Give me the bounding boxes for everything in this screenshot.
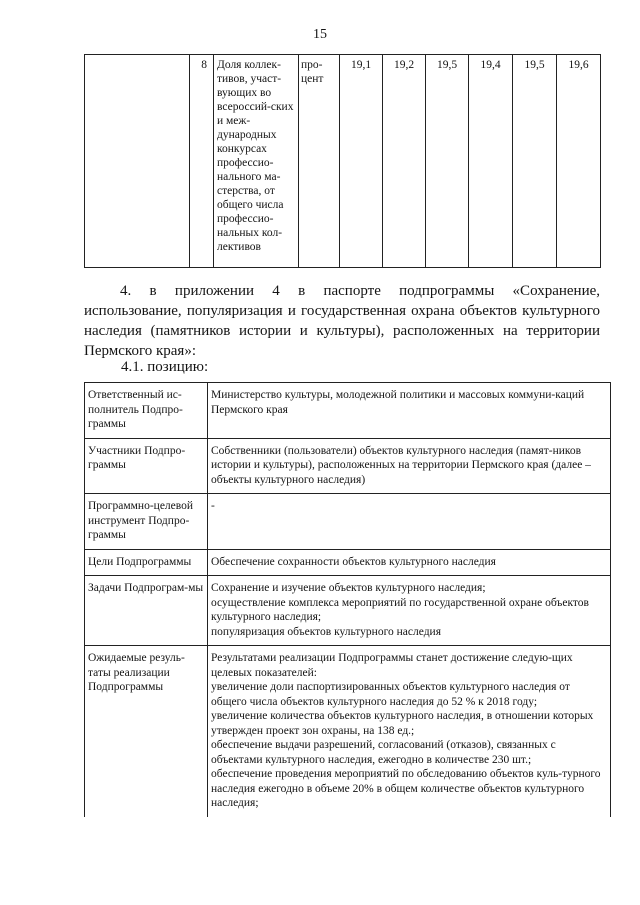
row-label: Ожидаемые резуль-таты реализации Подпрограммы	[85, 646, 208, 817]
row-label: Участники Подпро-граммы	[85, 438, 208, 494]
value-cell: 19,6	[557, 55, 601, 268]
value-cell: 19,5	[513, 55, 557, 268]
page-number: 15	[313, 27, 327, 42]
unit-cell: про-цент	[299, 55, 340, 268]
content-line: -	[211, 500, 215, 512]
indicator-name	[214, 55, 299, 268]
table-row	[85, 383, 611, 439]
content-line: обеспечение проведения мероприятий по обследованию объектов куль-турного наследия ежегодно в объеме 20% в общем количестве объектов культурного наследия;	[211, 768, 601, 809]
value-cell: 19,5	[426, 55, 469, 268]
value-cell: 19,2	[383, 55, 426, 268]
content-line: осуществление комплекса мероприятий по государственной охране объектов культурного наследия;	[211, 596, 589, 623]
row-label: Задачи Подпрограм-мы	[85, 576, 208, 646]
content-line: Обеспечение сохранности объектов культурного наследия	[211, 555, 496, 568]
row-content	[208, 576, 611, 646]
table-row	[85, 549, 611, 576]
content-line: Министерство культуры, молодежной политики и массовых коммуни-каций Пермского края	[211, 389, 585, 416]
table-row	[85, 55, 601, 268]
content-line: популяризация объектов культурного наследия	[211, 625, 441, 638]
row-label: Ответственный ис-полнитель Подпро-граммы	[85, 383, 208, 439]
row-content	[208, 646, 611, 817]
row-content	[208, 383, 611, 439]
paragraph-first-line: 4. в приложении 4 в паспорте подпрограммы «Сохранение,	[120, 283, 600, 299]
content-line: Сохранение и изучение объектов культурного наследия;	[211, 582, 486, 594]
subitem-heading: 4.1. позицию:	[121, 359, 209, 375]
passport-table	[84, 382, 611, 817]
table-row	[85, 576, 611, 646]
row-content	[208, 549, 611, 576]
row-label: Программно-целевой инструмент Подпро-граммы	[85, 494, 208, 550]
content-line: увеличение доли паспортизированных объектов культурного наследия от общего числа объектов культурного наследия до 52 % к 2018 году;	[211, 681, 570, 708]
empty-cell	[85, 55, 190, 268]
content-line: обеспечение выдачи разрешений, согласований (отказов), связанных с объектами культурного наследия, ежегодно в количестве 230 шт.;	[211, 739, 556, 766]
value-cell: 19,4	[469, 55, 513, 268]
content-line: увеличение количества объектов культурного наследия, в отношении которых утвержден проект зон охраны, на 138 ед.;	[211, 710, 594, 737]
table-row	[85, 438, 611, 494]
table-row	[85, 494, 611, 550]
paragraph-rest: использование, популяризация и государственная охрана объектов культурного наследия (памятников истории и культуры), расположенных на территории Пермского края»:	[84, 303, 600, 359]
amendment-paragraph	[84, 281, 600, 361]
row-content	[208, 494, 611, 550]
indicator-name-text: Доля коллек-тивов, участ-вующих во всероссий-ских и меж-дународных конкурсах профессио-нального ма-стерства, от общего числа профессио-нальных кол-лективов	[217, 59, 294, 253]
value-cell: 19,1	[340, 55, 383, 268]
content-line: Результатами реализации Подпрограммы станет достижение следую-щих целевых показателей:	[211, 652, 573, 679]
indicator-table	[84, 54, 601, 268]
content-line: Собственники (пользователи) объектов культурного наследия (памят-ников истории и культуры), расположенных на территории Пермского края (далее – объекты культурного наследия)	[211, 444, 591, 486]
row-label: Цели Подпрограммы	[85, 549, 208, 576]
table-row	[85, 646, 611, 817]
row-content	[208, 438, 611, 494]
row-number: 8	[190, 55, 214, 268]
